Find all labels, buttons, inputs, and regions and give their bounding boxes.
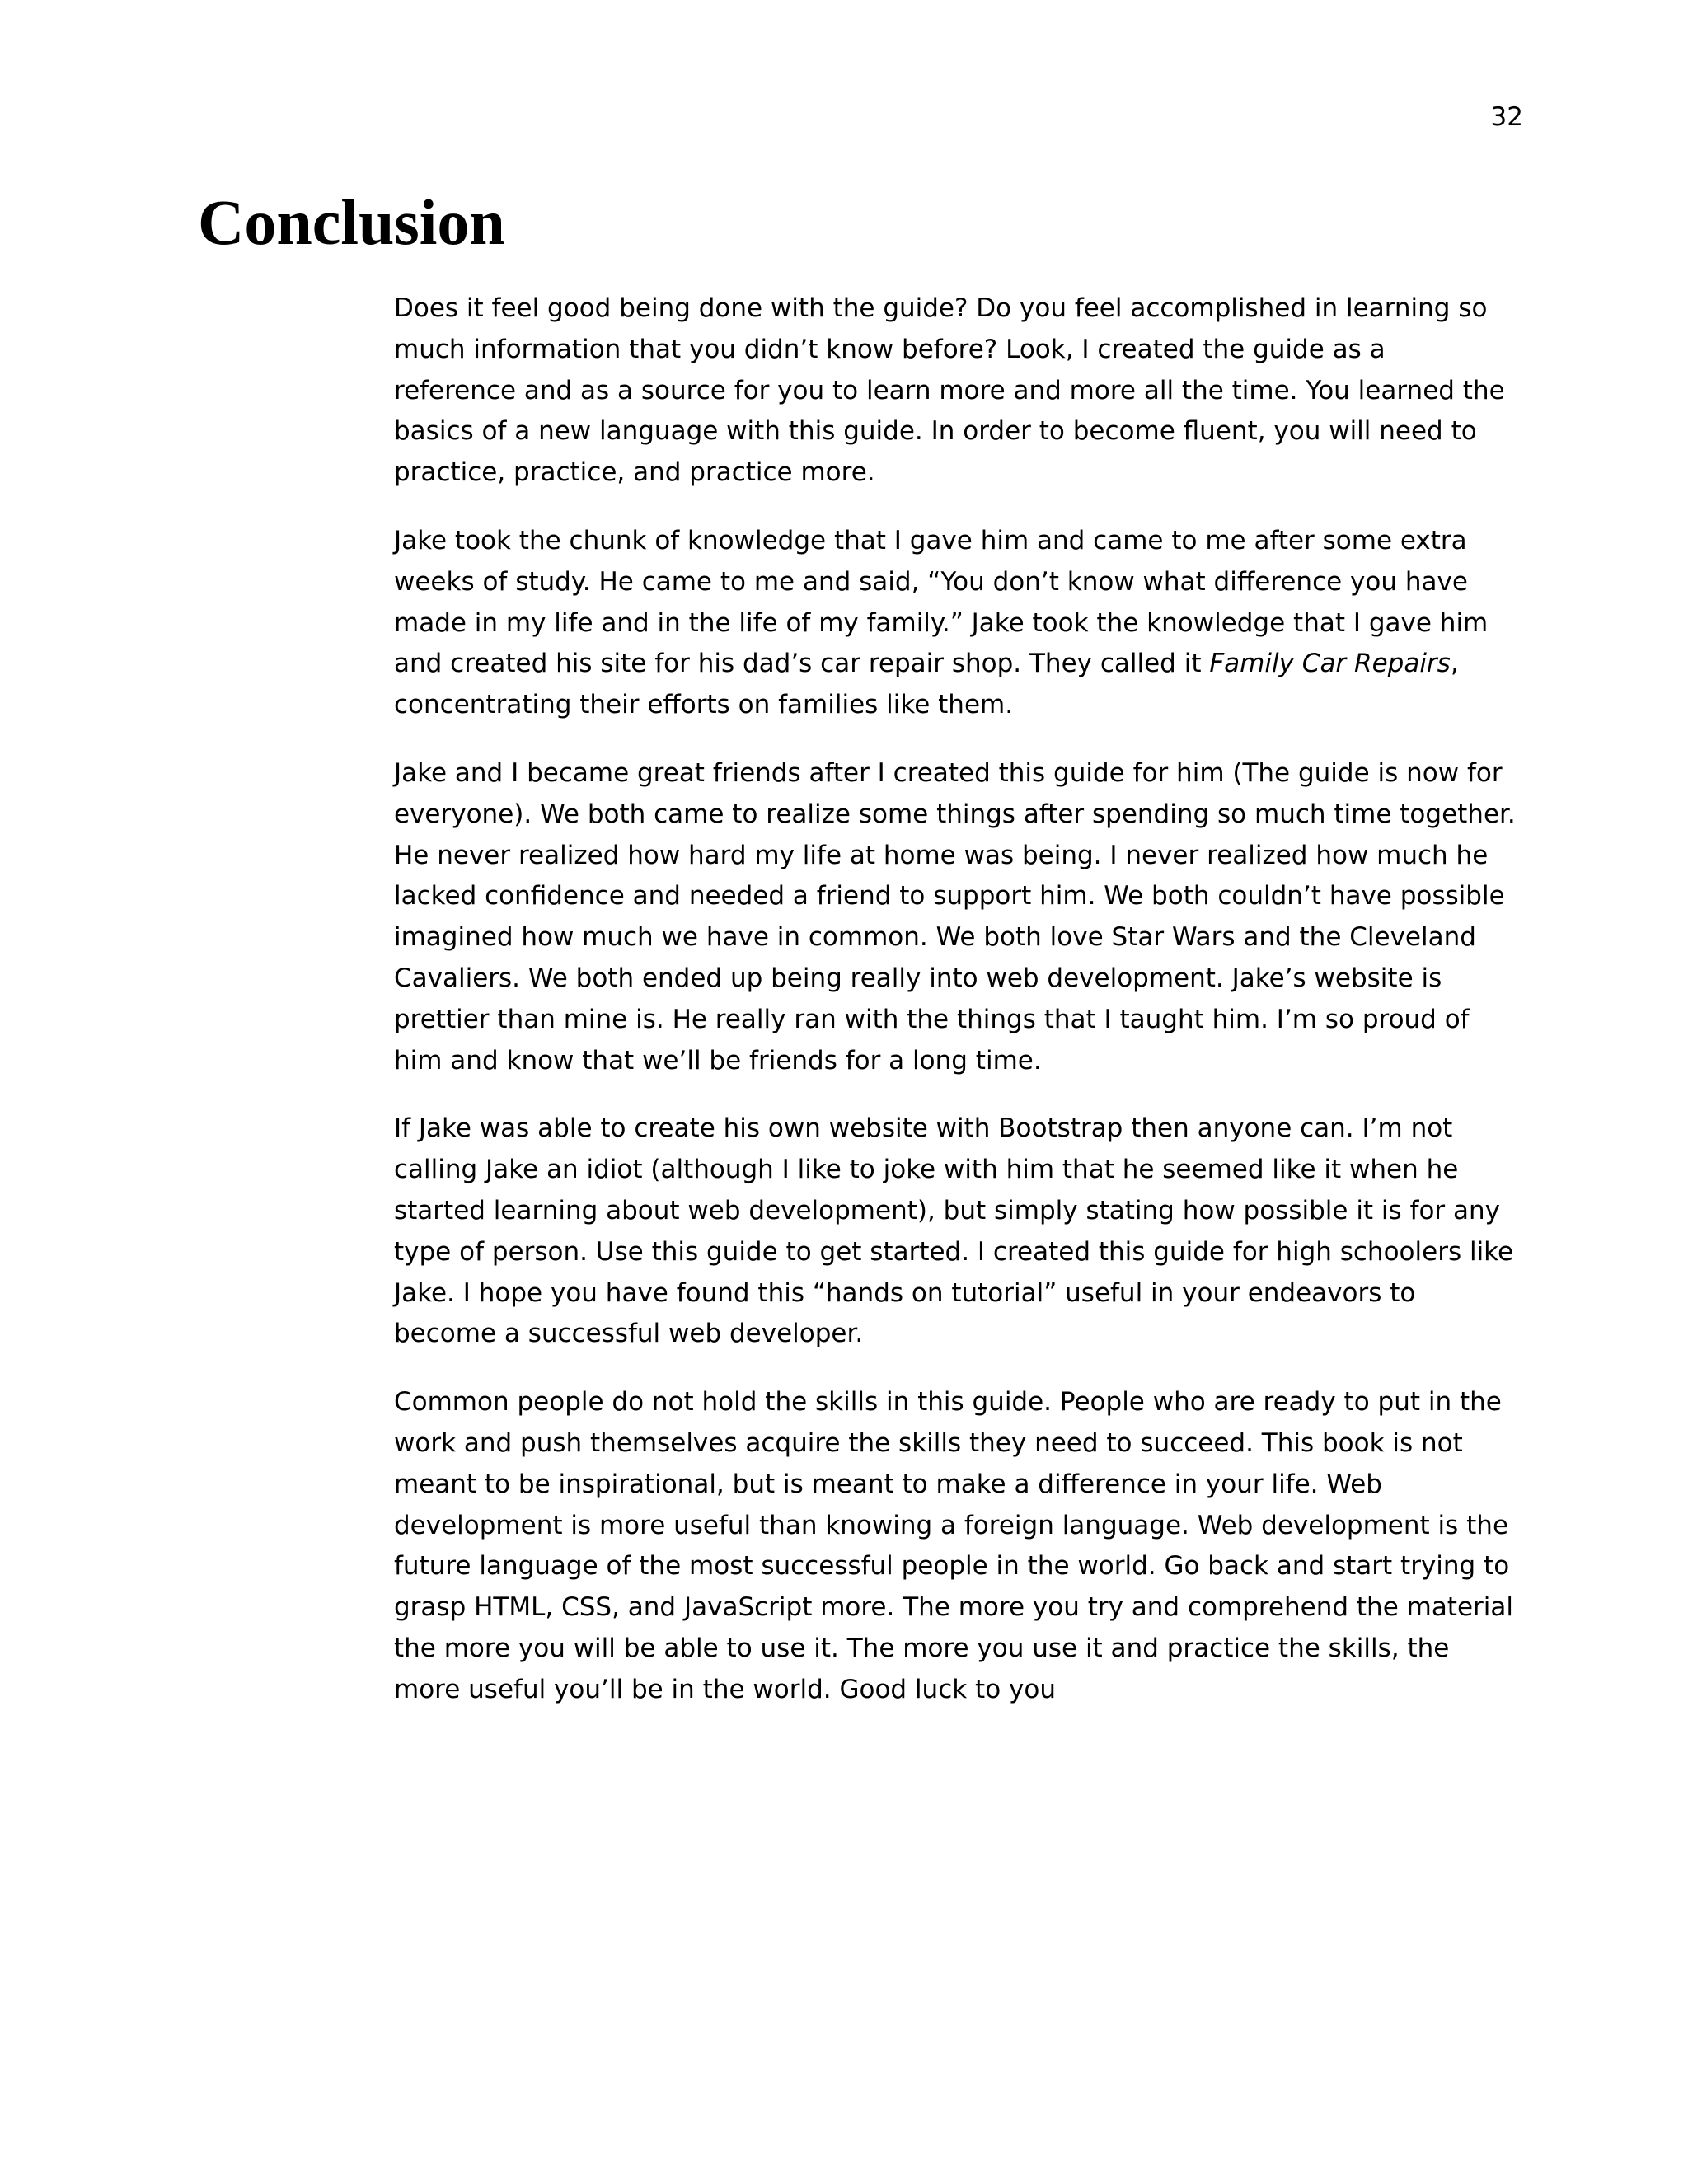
text-line: reference and as a source for you to learn more and more all the time. You learned the	[394, 375, 1505, 405]
text-line: Jake. I hope you have found this “hands on tutorial” useful in your endeavors to	[394, 1277, 1416, 1308]
page-title: Conclusion	[198, 186, 505, 258]
text-line: prettier than mine is. He really ran with the things that I taught him. I’m so proud of	[394, 1004, 1470, 1034]
text-line: meant to be inspirational, but is meant to make a difference in your life. Web	[394, 1469, 1382, 1499]
text-line: made in my life and in the life of my family.” Jake took the knowledge that I gave him	[394, 607, 1489, 638]
text-line: Jake and I became great friends after I created this guide for him (The guide is now for	[394, 757, 1503, 788]
paragraph-3	[394, 753, 1548, 1081]
text-line: Does it feel good being done with the guide? Do you feel accomplished in learning so	[394, 293, 1488, 323]
text-line: more useful you’ll be in the world. Good luck to you	[394, 1674, 1056, 1704]
text-line: If Jake was able to create his own website with Bootstrap then anyone can. I’m not	[394, 1113, 1453, 1144]
shop-name: Family Car Repairs	[1209, 649, 1451, 679]
text-line: He never realized how hard my life at home was being. I never realized how much he	[394, 840, 1489, 870]
text-line: work and push themselves acquire the skills they need to succeed. This book is not	[394, 1427, 1463, 1458]
text-line: much information that you didn’t know before? Look, I created the guide as a	[394, 334, 1386, 364]
paragraph-5	[394, 1382, 1548, 1710]
paragraph-1	[394, 288, 1548, 494]
text-line: him and know that we’ll be friends for a long time.	[394, 1045, 1042, 1076]
page-number: 32	[1490, 102, 1523, 132]
text-line: weeks of study. He came to me and said, “You don’t know what difference you have	[394, 566, 1468, 597]
text-line: the more you will be able to use it. The more you use it and practice the skills, the	[394, 1633, 1450, 1663]
text-line: basics of a new language with this guide. In order to become fluent, you will need to	[394, 416, 1477, 447]
text-line: imagined how much we have in common. We both love Star Wars and the Cleveland	[394, 922, 1476, 953]
text-line: lacked confidence and needed a friend to support him. We both couldn’t have possible	[394, 881, 1505, 912]
text-line: grasp HTML, CSS, and JavaScript more. The more you try and comprehend the material	[394, 1592, 1514, 1623]
paragraph-4	[394, 1108, 1548, 1355]
text-line: type of person. Use this guide to get started. I created this guide for high schoolers like	[394, 1236, 1514, 1267]
text-line: Common people do not hold the skills in this guide. People who are ready to put in the	[394, 1387, 1502, 1418]
body-text	[394, 288, 1548, 1738]
text-line: become a successful web developer.	[394, 1319, 864, 1349]
paragraph-2	[394, 521, 1548, 726]
text-line: concentrating their efforts on families like them.	[394, 690, 1014, 720]
text-line: Cavaliers. We both ended up being really into web development. Jake’s website is	[394, 963, 1442, 993]
text-line: started learning about web development), but simply stating how possible it is for any	[394, 1195, 1501, 1226]
text-line: and created his site for his dad’s car repair shop. They called it	[394, 649, 1210, 679]
text-line: development is more useful than knowing a foreign language. Web development is the	[394, 1510, 1509, 1540]
text-line: ,	[1450, 649, 1459, 679]
text-line: everyone). We both came to realize some things after spending so much time together.	[394, 799, 1516, 829]
text-line: calling Jake an idiot (although I like to joke with him that he seemed like it when he	[394, 1155, 1459, 1185]
text-line: practice, practice, and practice more.	[394, 457, 875, 488]
text-line: future language of the most successful people in the world. Go back and start trying to	[394, 1551, 1510, 1582]
text-line: Jake took the chunk of knowledge that I gave him and came to me after some extra	[394, 525, 1467, 555]
